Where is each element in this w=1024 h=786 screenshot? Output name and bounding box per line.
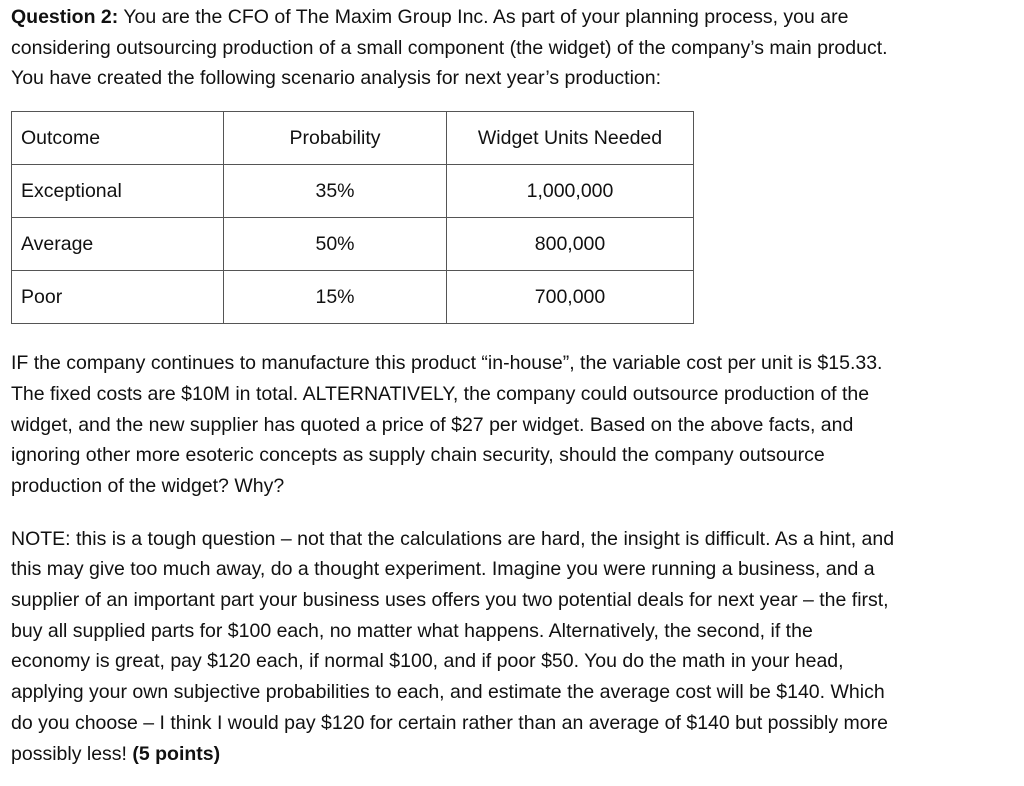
note-paragraph [11,524,1011,770]
scenario-table [11,111,694,324]
cell-units: 800,000 [447,218,694,271]
cell-probability: 15% [224,271,447,324]
body-line-3: widget, and the new supplier has quoted a price of $27 per widget. Based on the above facts, and [11,413,854,436]
header-probability: Probability [224,112,447,165]
question-body [11,348,1011,502]
question-label: Question 2: [11,6,119,28]
body-line-5: production of the widget? Why? [11,474,285,497]
document [11,2,1011,769]
body-line-4: ignoring other more esoteric concepts as supply chain security, should the company outsource [11,444,825,467]
question-intro [11,2,1011,94]
header-outcome: Outcome [12,112,224,165]
header-widget-units: Widget Units Needed [447,112,694,165]
cell-outcome: Average [12,218,224,271]
intro-line-3: You have created the following scenario analysis for next year’s production: [11,67,662,90]
note-line-7: do you choose – I think I would pay $120 for certain rather than an average of $140 but possibly more [11,711,888,734]
body-line-1: IF the company continues to manufacture this product “in-house”, the variable cost per unit is $15.33. [11,352,883,375]
table-row [12,165,694,218]
note-line-5: economy is great, pay $120 each, if normal $100, and if poor $50. You do the math in your head, [11,650,844,673]
table-header-row [12,112,694,165]
cell-units: 700,000 [447,271,694,324]
cell-outcome: Poor [12,271,224,324]
table-row [12,271,694,324]
note-line-6: applying your own subjective probabilities to each, and estimate the average cost will be $140. Which [11,681,885,704]
note-line-8: possibly less! [11,742,133,765]
intro-line-1: You are the CFO of The Maxim Group Inc. As part of your planning process, you are [118,6,849,28]
note-line-1: NOTE: this is a tough question – not that the calculations are hard, the insight is difficult. As a hint, and [11,527,895,550]
note-line-4: buy all supplied parts for $100 each, no matter what happens. Alternatively, the second, if the [11,619,813,642]
note-line-2: this may give too much away, do a thought experiment. Imagine you were running a business, and a [11,558,875,581]
cell-probability: 35% [224,165,447,218]
note-line-3: supplier of an important part your business uses offers you two potential deals for next year – the first, [11,589,889,612]
intro-line-2: considering outsourcing production of a small component (the widget) of the company’s main product. [11,36,888,59]
cell-units: 1,000,000 [447,165,694,218]
cell-probability: 50% [224,218,447,271]
cell-outcome: Exceptional [12,165,224,218]
points-label: (5 points) [132,742,221,765]
body-line-2: The fixed costs are $10M in total. ALTERNATIVELY, the company could outsource production of the [11,382,870,405]
table-row [12,218,694,271]
